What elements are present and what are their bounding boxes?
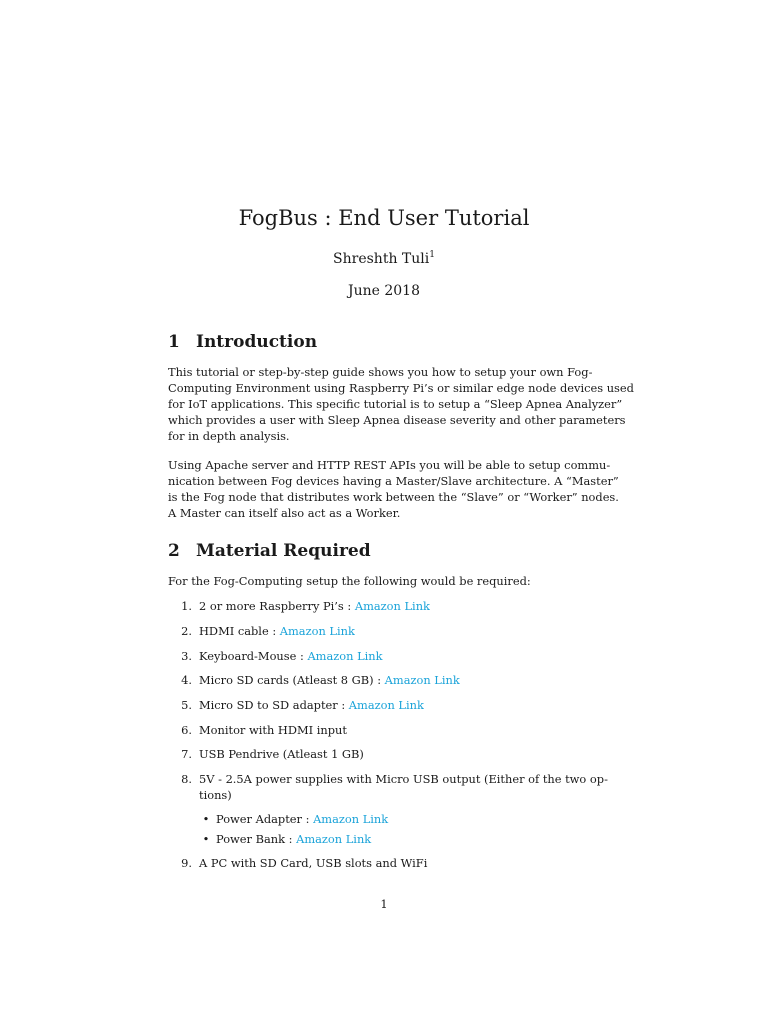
item-text-line: tions): [199, 788, 232, 802]
paragraph-line: For the Fog-Computing setup the following would be required:: [168, 574, 531, 588]
amazon-link[interactable]: Amazon Link: [313, 812, 389, 826]
item-text: Micro SD cards (Atleast 8 GB) :: [199, 673, 385, 687]
document-title: FogBus : End User Tutorial: [238, 206, 530, 230]
page-number: 1: [380, 897, 388, 911]
bullet-icon: •: [202, 832, 210, 846]
paragraph-line: A Master can itself also act as a Worker.: [168, 506, 401, 520]
item-text: [199, 771, 608, 803]
paragraph-line: which provides a user with Sleep Apnea disease severity and other parameters: [168, 413, 626, 427]
section-heading-material-required: [168, 541, 371, 561]
item-number: 6.: [181, 723, 192, 737]
amazon-link[interactable]: Amazon Link: [354, 599, 430, 613]
item-text: Power Bank :: [216, 832, 297, 846]
author-line: [0, 250, 768, 267]
intro-paragraph-2: [168, 457, 619, 521]
paragraph-line: for in depth analysis.: [168, 429, 290, 443]
author-name: Shreshth Tuli: [333, 251, 430, 267]
item-text: A PC with SD Card, USB slots and WiFi: [199, 856, 428, 870]
item-text: Power Adapter :: [216, 812, 314, 826]
item-number: 1.: [181, 599, 192, 613]
paragraph-line: nication between Fog devices having a Master/Slave architecture. A “Master”: [168, 474, 619, 488]
paragraph-line: is the Fog node that distributes work between the “Slave” or “Worker” nodes.: [168, 490, 619, 504]
item-number: 2.: [181, 624, 192, 638]
item-text: Micro SD to SD adapter :: [199, 698, 349, 712]
item-number: 5.: [181, 698, 192, 712]
item-number: 9.: [181, 856, 192, 870]
paragraph-line: This tutorial or step-by-step guide shows you how to setup your own Fog-: [168, 365, 593, 379]
bullet-icon: •: [202, 812, 210, 826]
item-text: 2 or more Raspberry Pi’s :: [199, 599, 355, 613]
item-text-line: 5V - 2.5A power supplies with Micro USB output (Either of the two op-: [199, 772, 608, 786]
amazon-link[interactable]: Amazon Link: [348, 698, 424, 712]
item-text: HDMI cable :: [199, 624, 280, 638]
section-number: 2: [168, 541, 180, 561]
amazon-link[interactable]: Amazon Link: [384, 673, 460, 687]
section-title: Introduction: [196, 332, 318, 352]
item-number: 4.: [181, 673, 192, 687]
materials-intro: [168, 573, 600, 589]
paragraph-line: Using Apache server and HTTP REST APIs you will be able to setup commu-: [168, 458, 611, 472]
item-number: 7.: [181, 747, 192, 761]
item-text: Keyboard-Mouse :: [199, 649, 308, 663]
amazon-link[interactable]: Amazon Link: [279, 624, 355, 638]
paragraph-line: Computing Environment using Raspberry Pi’s or similar edge node devices used: [168, 381, 634, 395]
item-number: 8.: [181, 772, 192, 786]
section-number: 1: [168, 332, 180, 352]
author-footnote-mark: 1: [429, 250, 435, 260]
amazon-link[interactable]: Amazon Link: [307, 649, 383, 663]
document-date: June 2018: [347, 283, 420, 299]
section-heading-introduction: [168, 332, 317, 352]
item-text: USB Pendrive (Atleast 1 GB): [199, 747, 364, 761]
item-text: Monitor with HDMI input: [199, 723, 347, 737]
intro-paragraph-1: [168, 364, 634, 444]
paragraph-line: for IoT applications. This specific tutorial is to setup a “Sleep Apnea Analyzer”: [168, 397, 623, 411]
section-title: Material Required: [196, 541, 371, 561]
amazon-link[interactable]: Amazon Link: [296, 832, 372, 846]
item-number: 3.: [181, 649, 192, 663]
